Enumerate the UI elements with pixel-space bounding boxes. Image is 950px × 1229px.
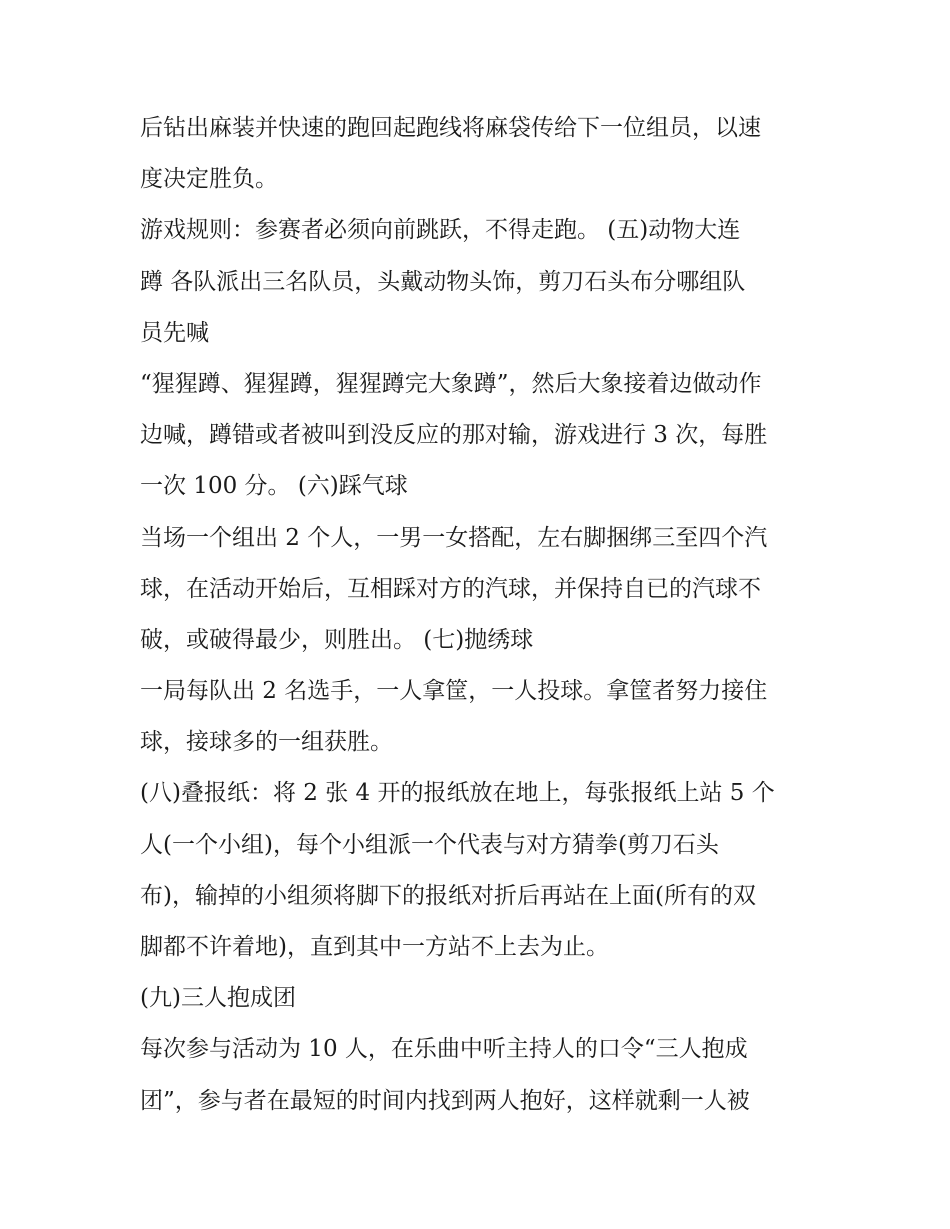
document-text-body [140,103,820,1127]
text-line-18: (九)三人抱成团 [140,985,296,1012]
text-line-14: (八)叠报纸：将 2 张 4 开的报纸放在地上，每张报纸上站 5 个 [140,780,775,807]
text-line-9: 当场一个组出 2 个人，一男一女搭配，左右脚捆绑三至四个汽 [140,524,768,551]
text-line-4: 蹲 各队派出三名队员，头戴动物头饰，剪刀石头布分哪组队 [140,268,746,295]
text-line-13: 球，接球多的一组获胜。 [140,729,393,756]
text-line-7: 边喊，蹲错或者被叫到没反应的那对输，游戏进行 3 次，每胜 [140,422,768,449]
text-line-11: 破，或破得最少，则胜出。 (七)抛绣球 [140,626,534,653]
text-line-1: 后钻出麻装并快速的跑回起跑线将麻袋传给下一位组员，以速 [140,115,761,141]
text-line-17: 脚都不许着地)，直到其中一方站不上去为止。 [140,934,609,960]
text-line-20: 团”，参与者在最短的时间内找到两人抱好，这样就剩一人被 [140,1087,750,1114]
text-line-10: 球，在活动开始后，互相踩对方的汽球，并保持自已的汽球不 [140,575,761,602]
text-line-12: 一局每队出 2 名选手，一人拿筐，一人投球。拿筐者努力接住 [140,678,768,705]
text-line-8: 一次 100 分。 (六)踩气球 [140,473,408,500]
text-line-3: 游戏规则：参赛者必须向前跳跃，不得走跑。 (五)动物大连 [140,217,741,244]
text-line-6: “猩猩蹲、猩猩蹲，猩猩蹲完大象蹲”，然后大象接着边做动作 [140,370,762,397]
text-line-2: 度决定胜负。 [140,166,278,193]
text-line-19: 每次参与活动为 10 人，在乐曲中听主持人的口令“三人抱成 [140,1036,748,1063]
text-line-15: 人(一个小组)，每个小组派一个代表与对方猜拳(剪刀石头 [140,831,719,858]
text-line-5: 员先喊 [140,319,209,346]
text-line-16: 布)，输掉的小组须将脚下的报纸对折后再站在上面(所有的双 [140,882,756,909]
